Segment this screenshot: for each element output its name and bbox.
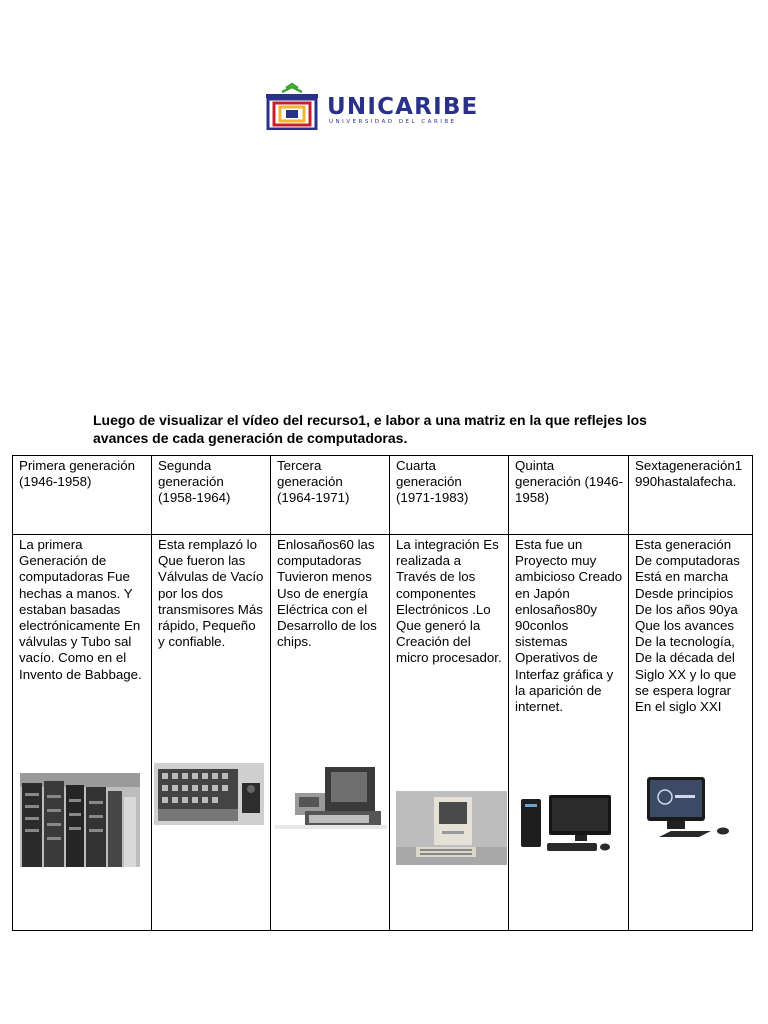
content-cell-sexta <box>629 535 753 931</box>
header-text: Primera generación (1946-1958) <box>19 458 136 490</box>
university-logo <box>264 82 504 130</box>
header-cell-segunda <box>152 456 271 535</box>
microprocessor-computer-image <box>396 791 507 865</box>
header-text: Sextageneración1990hastalafecha. <box>635 458 743 490</box>
content-cell-primera <box>13 535 152 931</box>
desktop-pc-image <box>521 795 617 857</box>
header-text: Quinta generación (1946-1958) <box>515 458 623 506</box>
header-cell-quinta <box>509 456 629 535</box>
logo-wordmark: UNICARIBE <box>327 94 479 120</box>
header-cell-primera <box>13 456 152 535</box>
unicaribe-emblem-icon <box>264 82 320 130</box>
content-cell-cuarta <box>390 535 509 931</box>
intro-paragraph: Luego de visualizar el vídeo del recurso1, e labor a una matriz en la que reflejes los avances de cada generación de computadoras. <box>93 412 647 446</box>
transistor-computer-image <box>154 763 264 825</box>
generations-matrix <box>12 455 753 931</box>
content-cell-quinta <box>509 535 629 931</box>
all-in-one-pc-image <box>641 777 739 843</box>
header-row <box>13 456 753 535</box>
description-text: Enlosaños60 las computadoras Tuvieron menos Uso de energía Eléctrica con el Desarrollo de los chips. <box>277 537 377 650</box>
header-cell-sexta <box>629 456 753 535</box>
header-text: Cuarta generación (1971-1983) <box>396 458 469 506</box>
header-text: Segunda generación (1958-1964) <box>158 458 231 506</box>
description-text: La primera Generación de computadoras Fue hechas a manos. Y estaban basadas electrónicamente En válvulas y Tubo sal vacío. Como en el Invento de Babbage. <box>19 537 142 682</box>
chip-computer-image <box>275 763 387 841</box>
description-text: Esta remplazó lo Que fueron las Válvulas de Vacío por los dos transmisores Más rápido, Pequeño y confiable. <box>158 537 264 650</box>
header-cell-tercera <box>271 456 390 535</box>
description-text: Esta fue un Proyecto muy ambicioso Creado en Japón enlosaños80y 90conlos sistemas Operativos de Interfaz gráfica y la aparición de internet. <box>515 537 623 715</box>
content-cell-tercera <box>271 535 390 931</box>
description-text: Esta generación De computadoras Está en marcha Desde principios De los años 90ya Que los avances De la tecnología, De la década del Siglo XX y lo que se espera lograr En el siglo XXI <box>635 537 740 715</box>
vacuum-tube-computer-image <box>20 773 140 867</box>
header-cell-cuarta <box>390 456 509 535</box>
content-row <box>13 535 753 931</box>
description-text: La integración Es realizada a Través de los componentes Electrónicos .Lo Que generó la Creación del micro procesador. <box>396 537 502 666</box>
logo-subtitle: UNIVERSIDAD DEL CARIBE <box>329 119 457 125</box>
header-text: Tercera generación (1964-1971) <box>277 458 350 506</box>
content-cell-segunda <box>152 535 271 931</box>
